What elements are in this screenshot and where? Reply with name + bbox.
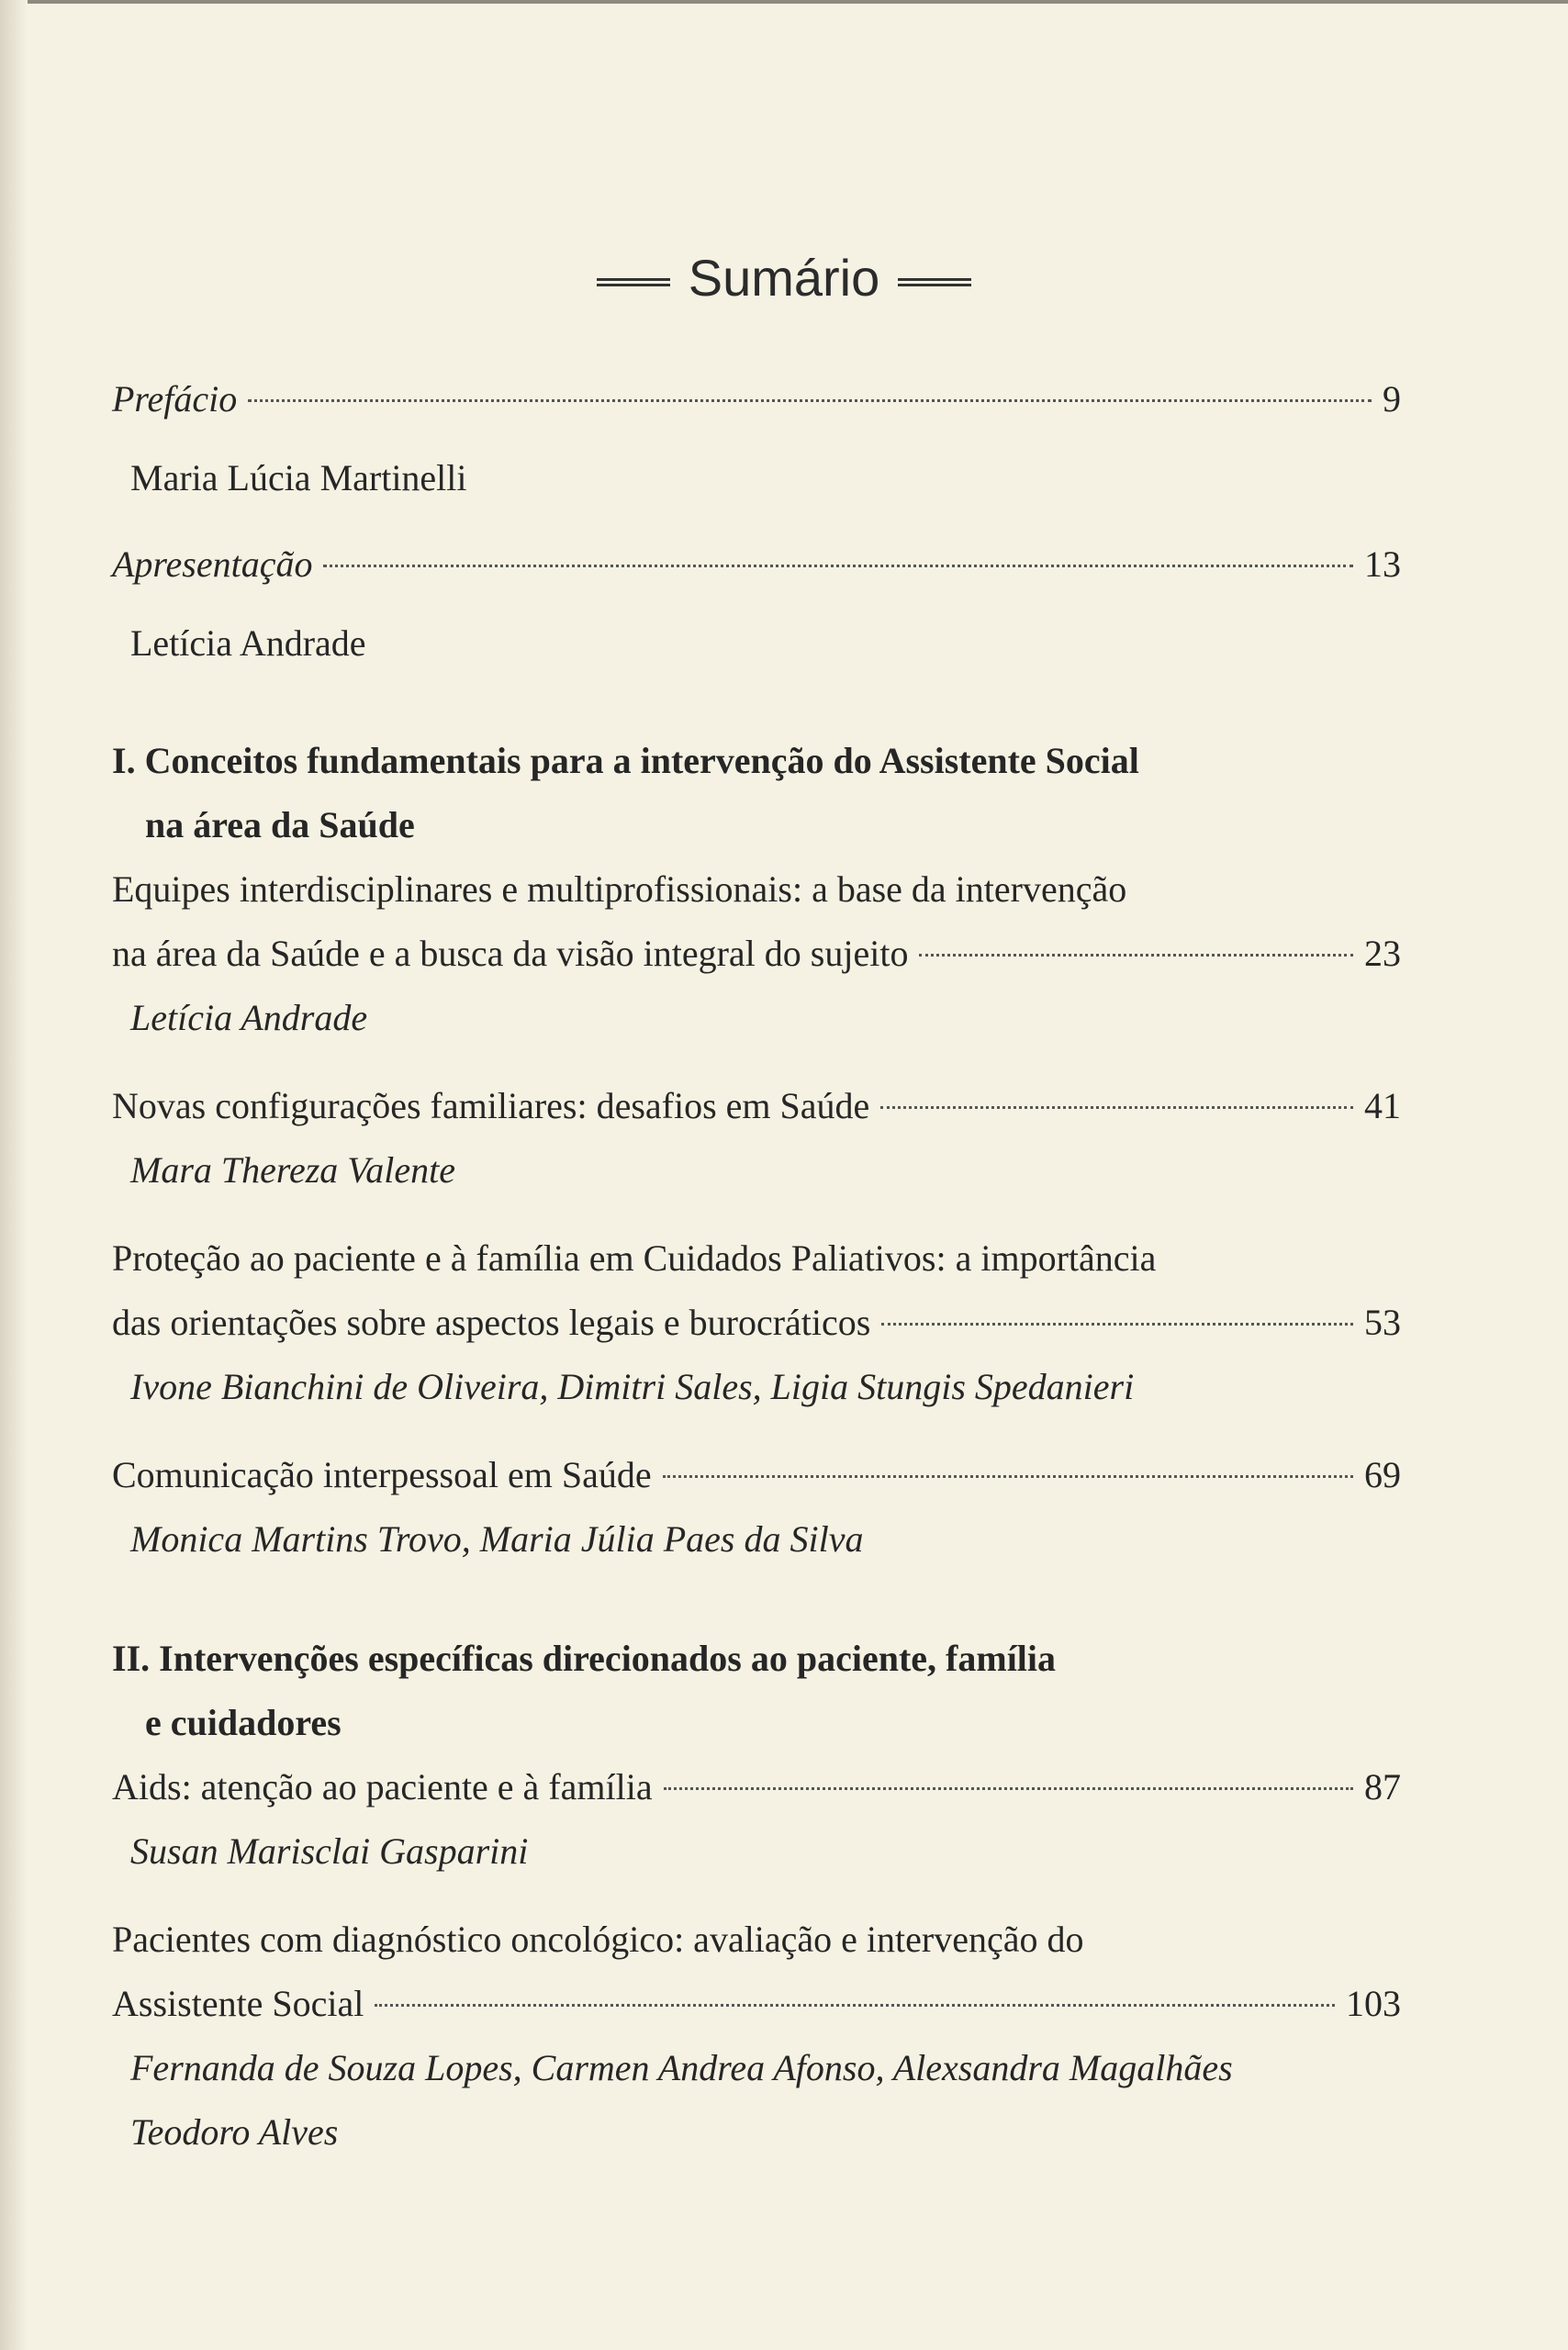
- title-ornament-right: [898, 278, 971, 286]
- dot-leader: [881, 1323, 1353, 1326]
- toc-entry-author: Maria Lúcia Martinelli: [130, 457, 467, 498]
- toc-entry-author: Ivone Bianchini de Oliveira, Dimitri Sales, Ligia Stungis Spedanieri: [130, 1366, 1135, 1407]
- dot-leader: [323, 565, 1353, 567]
- toc-entry-protecao: [112, 1291, 1401, 1355]
- dot-leader: [375, 2004, 1335, 2007]
- toc-entry-author: Teodoro Alves: [130, 2111, 339, 2153]
- page-top-edge: [0, 0, 1568, 4]
- section-heading: II. Intervenções específicas direcionados ao paciente, família: [112, 1638, 1057, 1679]
- toc-entry-author: Fernanda de Souza Lopes, Carmen Andrea Afonso, Alexsandra Magalhães: [130, 2047, 1233, 2088]
- toc-page-number: 87: [1364, 1766, 1401, 1807]
- dot-leader: [663, 1475, 1353, 1478]
- toc-entry-equipes: [112, 922, 1401, 986]
- section-heading-cont: e cuidadores: [145, 1702, 342, 1743]
- toc-entry-title: Apresentação: [112, 543, 313, 585]
- toc-entry-title: Aids: atenção ao paciente e à família: [112, 1766, 653, 1807]
- toc-page-number: 13: [1364, 543, 1401, 585]
- toc-entry-apresentacao: [112, 532, 1401, 597]
- section-heading-cont: na área da Saúde: [145, 804, 415, 845]
- toc-page-number: 41: [1364, 1085, 1401, 1126]
- toc-entry-author: Letícia Andrade: [130, 997, 368, 1038]
- toc-page-number: 53: [1364, 1302, 1401, 1343]
- section-heading: I. Conceitos fundamentais para a intervenção do Assistente Social: [112, 740, 1139, 781]
- toc-entry-title: Assistente Social: [112, 1983, 364, 2024]
- toc-entry-novas-configuracoes: [112, 1074, 1401, 1138]
- toc-entry-title: Comunicação interpessoal em Saúde: [112, 1454, 652, 1495]
- toc-entry-title: na área da Saúde e a busca da visão integral do sujeito: [112, 933, 909, 974]
- toc-entry-title: Proteção ao paciente e à família em Cuidados Paliativos: a importância: [112, 1237, 1157, 1279]
- toc-entry-title: das orientações sobre aspectos legais e burocráticos: [112, 1302, 871, 1343]
- toc-page-number: 69: [1364, 1454, 1401, 1495]
- toc-entry-author: Susan Marisclai Gasparini: [130, 1830, 529, 1872]
- page-title-row: [0, 248, 1568, 308]
- toc-entry-author: Mara Thereza Valente: [130, 1149, 456, 1191]
- toc-page-number: 23: [1364, 933, 1401, 974]
- page-title: Sumário: [688, 249, 880, 307]
- toc-entry-author: Letícia Andrade: [130, 622, 366, 664]
- page-binding-shadow: [0, 0, 28, 2350]
- toc-entry-title: Pacientes com diagnóstico oncológico: avaliação e intervenção do: [112, 1919, 1084, 1960]
- toc-entry-comunicacao: [112, 1443, 1401, 1507]
- dot-leader: [880, 1106, 1353, 1109]
- toc-entry-title: Novas configurações familiares: desafios em Saúde: [112, 1085, 870, 1126]
- dot-leader: [248, 399, 1372, 402]
- toc-page-number: 103: [1346, 1983, 1401, 2024]
- dot-leader: [664, 1787, 1353, 1790]
- title-ornament-left: [597, 278, 670, 286]
- toc-entry-author: Monica Martins Trovo, Maria Júlia Paes da Silva: [130, 1518, 864, 1560]
- table-of-contents: [112, 367, 1401, 2165]
- toc-entry-title: Prefácio: [112, 378, 238, 420]
- toc-page-number: 9: [1383, 378, 1401, 420]
- toc-entry-pacientes-oncologico: [112, 1972, 1401, 2036]
- toc-entry-prefacio: [112, 367, 1401, 431]
- toc-entry-aids: [112, 1755, 1401, 1819]
- toc-entry-title: Equipes interdisciplinares e multiprofissionais: a base da intervenção: [112, 868, 1127, 910]
- dot-leader: [919, 954, 1353, 957]
